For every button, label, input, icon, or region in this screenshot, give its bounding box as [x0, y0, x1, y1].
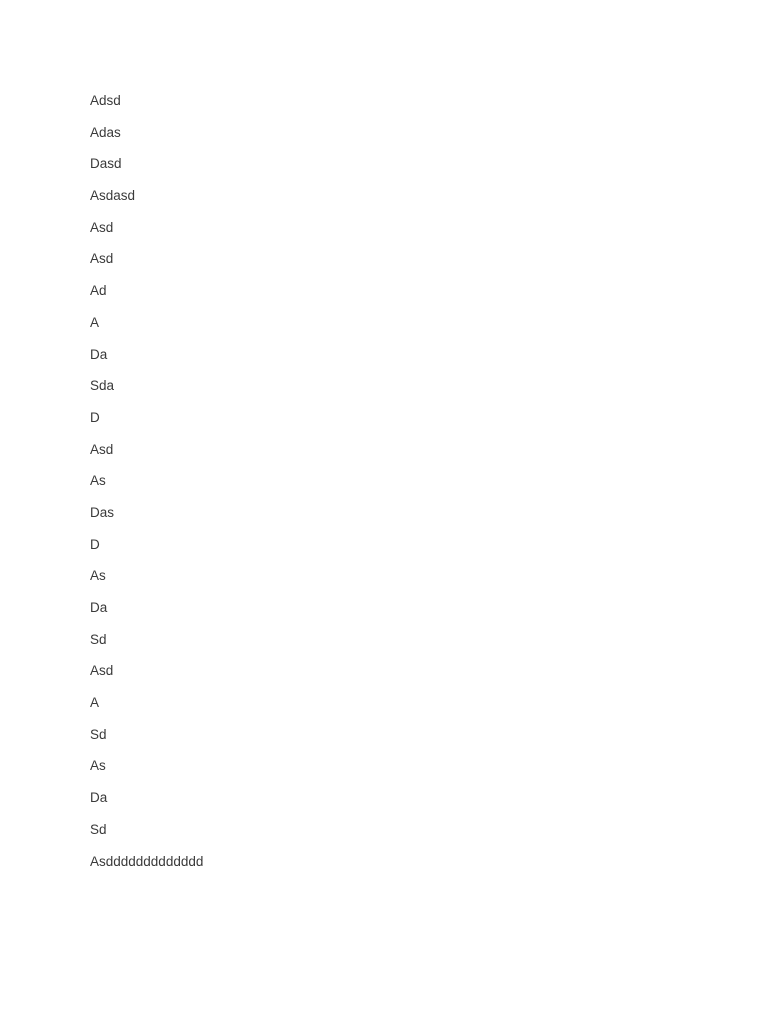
text-line: As [90, 758, 106, 774]
text-line: Asd [90, 251, 114, 267]
text-line: Dasd [90, 156, 122, 172]
text-line: A [90, 314, 100, 330]
text-line: Adsd [90, 93, 121, 108]
text-line: D [90, 536, 100, 552]
text-line: Da [90, 790, 108, 806]
text-line: Asdasd [90, 188, 136, 204]
text-line: Asd [90, 219, 114, 235]
text-line: D [90, 409, 100, 425]
text-line: A [90, 695, 100, 711]
text-line: Sd [90, 726, 107, 742]
text-line: Sd [90, 631, 107, 647]
text-line: Ad [90, 283, 107, 299]
text-line: Adas [90, 124, 121, 140]
text-line: As [90, 473, 106, 489]
text-line: Sd [90, 821, 107, 837]
text-lines [90, 92, 203, 884]
text-line: Asddddddddddddd [90, 853, 204, 869]
text-line: Das [90, 504, 115, 520]
text-line: Da [90, 346, 108, 362]
text-line: Asd [90, 441, 114, 457]
text-line: Da [90, 600, 108, 615]
text-line: Asd [90, 663, 114, 679]
text-line: Sda [90, 378, 115, 394]
text-line: As [90, 568, 106, 584]
